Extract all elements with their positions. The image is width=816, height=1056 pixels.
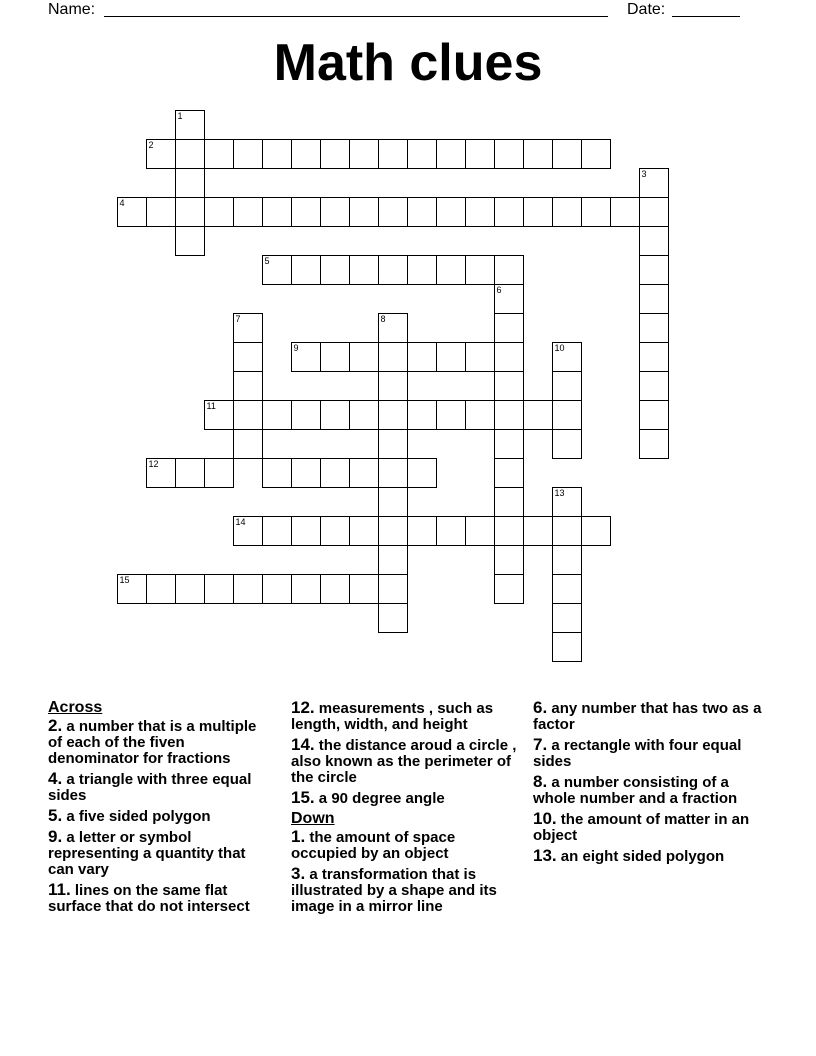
grid-cell[interactable] (465, 255, 495, 285)
clue-text: any number that has two as a factor (533, 700, 762, 733)
grid-cell[interactable] (407, 139, 437, 169)
grid-cell[interactable] (407, 400, 437, 430)
clue-text: lines on the same flat surface that do not intersect (48, 882, 250, 915)
clue-item (533, 737, 765, 770)
clue-num: 12. (291, 698, 315, 717)
grid-cell[interactable] (465, 516, 495, 546)
clue-num: 11. (48, 880, 71, 899)
grid-cell[interactable] (436, 342, 466, 372)
grid-cell[interactable] (349, 400, 379, 430)
clue-num: 8. (533, 772, 548, 791)
grid-cell[interactable] (233, 313, 263, 343)
clue-item (533, 700, 765, 733)
grid-cell[interactable] (378, 458, 408, 488)
grid-cell[interactable] (233, 429, 263, 459)
grid-cell[interactable] (378, 429, 408, 459)
grid-cell[interactable] (320, 400, 350, 430)
grid-cell[interactable] (378, 371, 408, 401)
clue-number: 11 (206, 401, 216, 411)
grid-cell[interactable] (610, 197, 640, 227)
clue-text: a triangle with three equal sides (48, 771, 252, 804)
clue-text: a five sided polygon (62, 808, 211, 825)
grid-cell[interactable] (494, 313, 524, 343)
grid-cell[interactable] (204, 197, 234, 227)
grid-cell[interactable] (146, 197, 176, 227)
grid-cell[interactable] (175, 110, 205, 140)
grid-cell[interactable] (378, 342, 408, 372)
grid-cell[interactable] (465, 139, 495, 169)
clue-num: 7. (533, 735, 548, 754)
grid-cell[interactable] (494, 342, 524, 372)
grid-cell[interactable] (146, 458, 176, 488)
clue-text: a 90 degree angle (314, 790, 445, 807)
clue-number: 12 (148, 459, 159, 469)
grid-cell[interactable] (175, 139, 205, 169)
clue-number: 1 (177, 111, 183, 121)
clue-number: 9 (293, 343, 299, 353)
clue-text: measurements , such as length, width, and height (291, 700, 494, 733)
grid-cell[interactable] (262, 255, 292, 285)
grid-cell[interactable] (494, 545, 524, 575)
grid-cell[interactable] (494, 516, 524, 546)
grid-cell[interactable] (320, 458, 350, 488)
clue-text: a letter or symbol representing a quantity that can vary (48, 829, 246, 878)
grid-cell[interactable] (639, 168, 669, 198)
grid-cell[interactable] (552, 139, 582, 169)
grid-cell[interactable] (320, 574, 350, 604)
grid-cell[interactable] (146, 139, 176, 169)
grid-cell[interactable] (175, 226, 205, 256)
grid-cell[interactable] (465, 400, 495, 430)
grid-cell[interactable] (204, 574, 234, 604)
grid-cell[interactable] (204, 400, 234, 430)
grid-cell[interactable] (407, 342, 437, 372)
grid-cell[interactable] (523, 139, 553, 169)
grid-cell[interactable] (262, 400, 292, 430)
grid-cell[interactable] (523, 400, 553, 430)
grid-cell[interactable] (175, 458, 205, 488)
grid-cell[interactable] (291, 400, 321, 430)
grid-cell[interactable] (320, 255, 350, 285)
grid-cell[interactable] (262, 139, 292, 169)
clue-num: 9. (48, 827, 63, 846)
clue-number: 15 (119, 575, 130, 585)
grid-cell[interactable] (465, 197, 495, 227)
grid-cell[interactable] (494, 284, 524, 314)
grid-cell[interactable] (349, 458, 379, 488)
grid-cell[interactable] (349, 255, 379, 285)
grid-cell[interactable] (552, 574, 582, 604)
name-label: Name: (48, 1, 96, 18)
clues-column-2 (291, 700, 523, 919)
clue-num: 13. (533, 846, 557, 865)
grid-cell[interactable] (320, 342, 350, 372)
grid-cell[interactable] (349, 574, 379, 604)
grid-cell[interactable] (494, 574, 524, 604)
clue-item (48, 882, 270, 915)
grid-cell[interactable] (378, 400, 408, 430)
grid-cell[interactable] (175, 574, 205, 604)
grid-cell[interactable] (436, 255, 466, 285)
grid-cell[interactable] (639, 429, 669, 459)
clue-number: 14 (235, 517, 246, 527)
grid-cell[interactable] (639, 284, 669, 314)
grid-cell[interactable] (349, 197, 379, 227)
grid-cell[interactable] (349, 516, 379, 546)
grid-cell[interactable] (378, 313, 408, 343)
grid-cell[interactable] (262, 458, 292, 488)
clue-item (48, 718, 270, 767)
grid-cell[interactable] (407, 197, 437, 227)
grid-cell[interactable] (378, 197, 408, 227)
grid-cell[interactable] (291, 255, 321, 285)
clue-text: a number that is a multiple of each of the fiven denominator for fractions (48, 718, 257, 767)
grid-cell[interactable] (581, 197, 611, 227)
clue-num: 1. (291, 827, 306, 846)
clue-item (291, 866, 523, 915)
date-label: Date: (627, 1, 666, 18)
grid-cell[interactable] (117, 574, 147, 604)
clue-num: 5. (48, 806, 63, 825)
grid-cell[interactable] (552, 487, 582, 517)
clue-num: 14. (291, 735, 315, 754)
clue-num: 3. (291, 864, 306, 883)
clue-text: a number consisting of a whole number and a fraction (533, 774, 738, 807)
grid-cell[interactable] (639, 226, 669, 256)
clue-item (291, 829, 523, 862)
grid-cell[interactable] (262, 574, 292, 604)
grid-cell[interactable] (552, 429, 582, 459)
grid-cell[interactable] (552, 342, 582, 372)
grid-cell[interactable] (494, 371, 524, 401)
grid-cell[interactable] (262, 516, 292, 546)
grid-cell[interactable] (175, 197, 205, 227)
clue-number: 4 (119, 198, 125, 208)
clue-item (48, 829, 270, 878)
clue-text: the amount of matter in an object (533, 811, 750, 844)
clue-num: 6. (533, 698, 548, 717)
clue-item (533, 811, 765, 844)
grid-cell[interactable] (523, 197, 553, 227)
grid-cell[interactable] (494, 139, 524, 169)
grid-cell[interactable] (552, 400, 582, 430)
grid-cell[interactable] (523, 516, 553, 546)
grid-cell[interactable] (494, 197, 524, 227)
grid-cell[interactable] (204, 139, 234, 169)
clue-item (291, 790, 523, 807)
section-heading: Across (48, 699, 103, 716)
grid-cell[interactable] (552, 197, 582, 227)
clue-text: an eight sided polygon (556, 848, 725, 865)
grid-cell[interactable] (581, 139, 611, 169)
clues-column-1 (48, 700, 270, 919)
grid-cell[interactable] (639, 342, 669, 372)
clue-num: 10. (533, 809, 557, 828)
grid-cell[interactable] (581, 516, 611, 546)
clue-item (48, 808, 270, 825)
grid-cell[interactable] (465, 342, 495, 372)
grid-cell[interactable] (233, 574, 263, 604)
clue-number: 3 (641, 169, 647, 179)
grid-cell[interactable] (204, 458, 234, 488)
clue-number: 8 (380, 314, 386, 324)
grid-cell[interactable] (320, 139, 350, 169)
grid-cell[interactable] (320, 197, 350, 227)
clue-item (533, 848, 765, 865)
grid-cell[interactable] (552, 632, 582, 662)
grid-cell[interactable] (494, 458, 524, 488)
grid-cell[interactable] (552, 516, 582, 546)
grid-cell[interactable] (233, 371, 263, 401)
clue-text: the amount of space occupied by an object (291, 829, 456, 862)
grid-cell[interactable] (233, 139, 263, 169)
clue-num: 4. (48, 769, 63, 788)
clue-text: a rectangle with four equal sides (533, 737, 742, 770)
grid-cell[interactable] (378, 603, 408, 633)
clue-number: 2 (148, 140, 154, 150)
grid-cell[interactable] (291, 139, 321, 169)
grid-cell[interactable] (349, 139, 379, 169)
clue-item (48, 771, 270, 804)
grid-cell[interactable] (378, 574, 408, 604)
grid-cell[interactable] (378, 545, 408, 575)
grid-cell[interactable] (552, 371, 582, 401)
grid-cell[interactable] (291, 197, 321, 227)
grid-cell[interactable] (407, 255, 437, 285)
grid-cell[interactable] (494, 487, 524, 517)
grid-cell[interactable] (494, 400, 524, 430)
grid-cell[interactable] (552, 545, 582, 575)
grid-cell[interactable] (378, 255, 408, 285)
grid-cell[interactable] (378, 139, 408, 169)
grid-cell[interactable] (639, 400, 669, 430)
grid-cell[interactable] (349, 342, 379, 372)
grid-cell[interactable] (639, 371, 669, 401)
grid-cell[interactable] (407, 458, 437, 488)
clue-number: 7 (235, 314, 241, 324)
clue-item (291, 700, 523, 733)
grid-cell[interactable] (146, 574, 176, 604)
grid-cell[interactable] (552, 603, 582, 633)
clue-item (533, 774, 765, 807)
grid-cell[interactable] (639, 313, 669, 343)
clue-number: 13 (554, 488, 565, 498)
section-heading: Down (291, 810, 335, 827)
grid-cell[interactable] (291, 458, 321, 488)
grid-cell[interactable] (436, 139, 466, 169)
grid-cell[interactable] (436, 400, 466, 430)
grid-cell[interactable] (291, 516, 321, 546)
grid-cell[interactable] (639, 197, 669, 227)
grid-cell[interactable] (639, 255, 669, 285)
grid-cell[interactable] (291, 342, 321, 372)
grid-cell[interactable] (291, 574, 321, 604)
clue-number: 10 (554, 343, 565, 353)
grid-cell[interactable] (233, 197, 263, 227)
grid-cell[interactable] (262, 197, 292, 227)
grid-cell[interactable] (494, 255, 524, 285)
grid-cell[interactable] (233, 400, 263, 430)
grid-cell[interactable] (233, 516, 263, 546)
clue-text: the distance aroud a circle , also known as the perimeter of the circle (291, 737, 517, 786)
grid-cell[interactable] (436, 197, 466, 227)
grid-cell[interactable] (175, 168, 205, 198)
grid-cell[interactable] (407, 516, 437, 546)
clue-item (291, 737, 523, 786)
grid-cell[interactable] (436, 516, 466, 546)
grid-cell[interactable] (233, 342, 263, 372)
clue-text: a transformation that is illustrated by a shape and its image in a mirror line (291, 866, 497, 915)
grid-cell[interactable] (320, 516, 350, 546)
clue-number: 6 (496, 285, 502, 295)
clue-number: 5 (264, 256, 270, 266)
grid-cell[interactable] (494, 429, 524, 459)
grid-cell[interactable] (378, 516, 408, 546)
grid-cell[interactable] (378, 487, 408, 517)
clues-column-3 (533, 700, 765, 869)
grid-cell[interactable] (117, 197, 147, 227)
page-title: Math clues (273, 34, 543, 92)
clue-num: 2. (48, 716, 63, 735)
clue-num: 15. (291, 788, 315, 807)
